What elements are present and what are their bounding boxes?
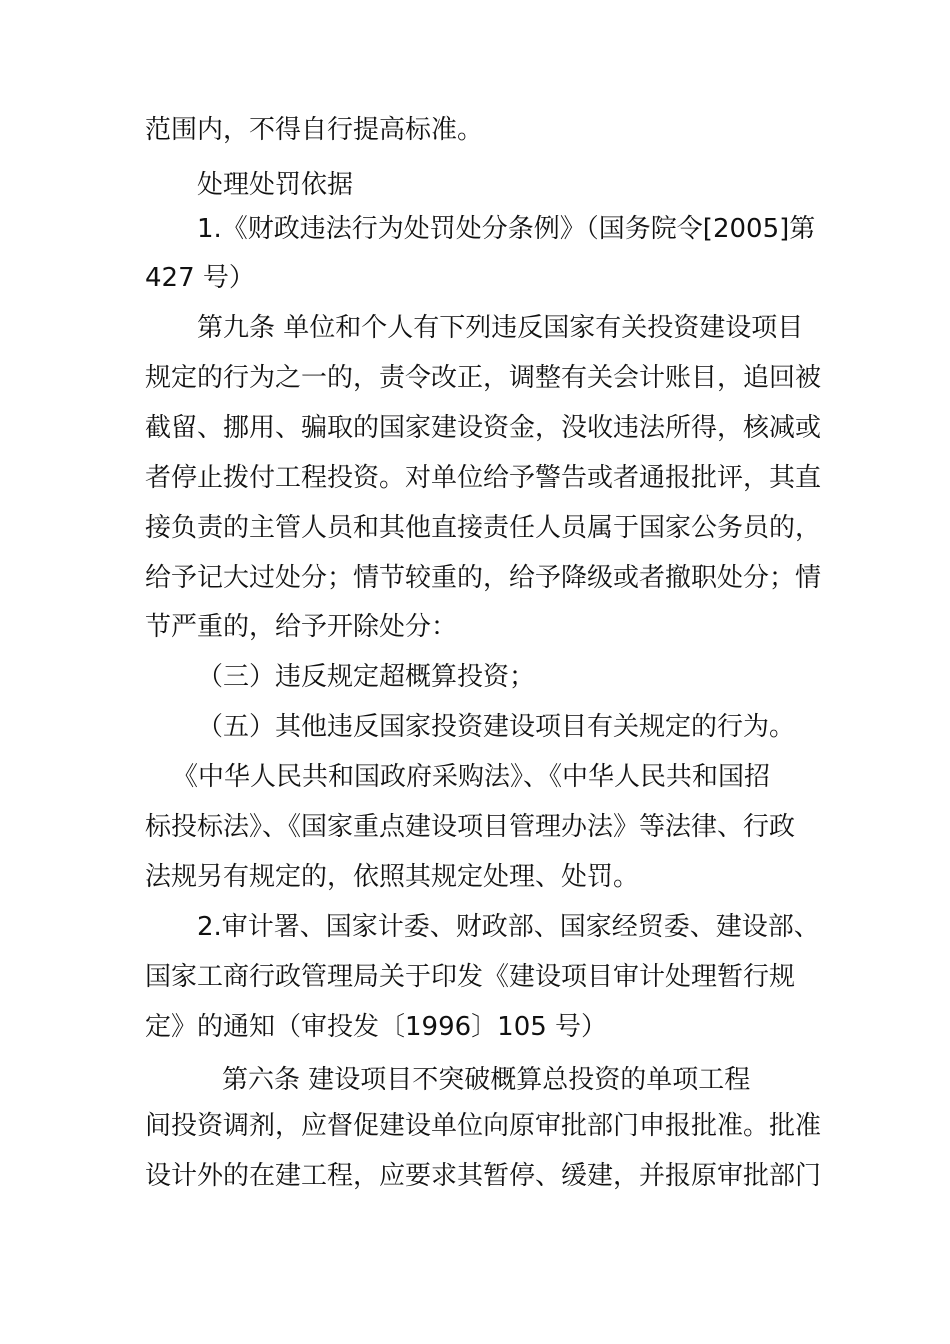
text-line: 给予记大过处分；情节较重的，给予降级或者撤职处分；情 — [145, 563, 822, 593]
section-heading: 处理处罚依据 — [197, 170, 354, 200]
text-line: 规定的行为之一的，责令改正，调整有关会计账目，追回被 — [145, 363, 822, 393]
text-line: 《中华人民共和国政府采购法》、《中华人民共和国招 — [172, 762, 771, 792]
text-line: 标投标法》、《国家重点建设项目管理办法》等法律、行政 — [145, 812, 796, 842]
text-line: 2.审计署、国家计委、财政部、国家经贸委、建设部、 — [197, 912, 820, 942]
text-line: 第六条 建设项目不突破概算总投资的单项工程 — [222, 1065, 751, 1095]
text-line: 第九条 单位和个人有下列违反国家有关投资建设项目 — [197, 313, 804, 343]
text-line: 范围内，不得自行提高标准。 — [145, 115, 484, 145]
text-line: 截留、挪用、骗取的国家建设资金，没收违法所得，核减或 — [145, 413, 822, 443]
text-line: （五）其他违反国家投资建设项目有关规定的行为。 — [197, 712, 796, 742]
text-line: （三）违反规定超概算投资； — [197, 662, 536, 692]
text-line: 间投资调剂，应督促建设单位向原审批部门申报批准。批准 — [145, 1111, 822, 1141]
text-line: 接负责的主管人员和其他直接责任人员属于国家公务员的， — [145, 513, 822, 543]
text-line: 国家工商行政管理局关于印发《建设项目审计处理暂行规 — [145, 962, 796, 992]
text-line: 节严重的，给予开除处分： — [145, 612, 458, 642]
text-line: 者停止拨付工程投资。对单位给予警告或者通报批评，其直 — [145, 463, 822, 493]
text-line: 1.《财政违法行为处罚处分条例》（国务院令[2005]第 — [197, 214, 816, 244]
text-line: 427 号） — [145, 263, 255, 293]
text-line: 定》的通知（审投发〔1996〕105 号） — [145, 1012, 608, 1042]
text-line: 法规另有规定的，依照其规定处理、处罚。 — [145, 862, 640, 892]
text-line: 设计外的在建工程，应要求其暂停、缓建，并报原审批部门 — [145, 1161, 822, 1191]
